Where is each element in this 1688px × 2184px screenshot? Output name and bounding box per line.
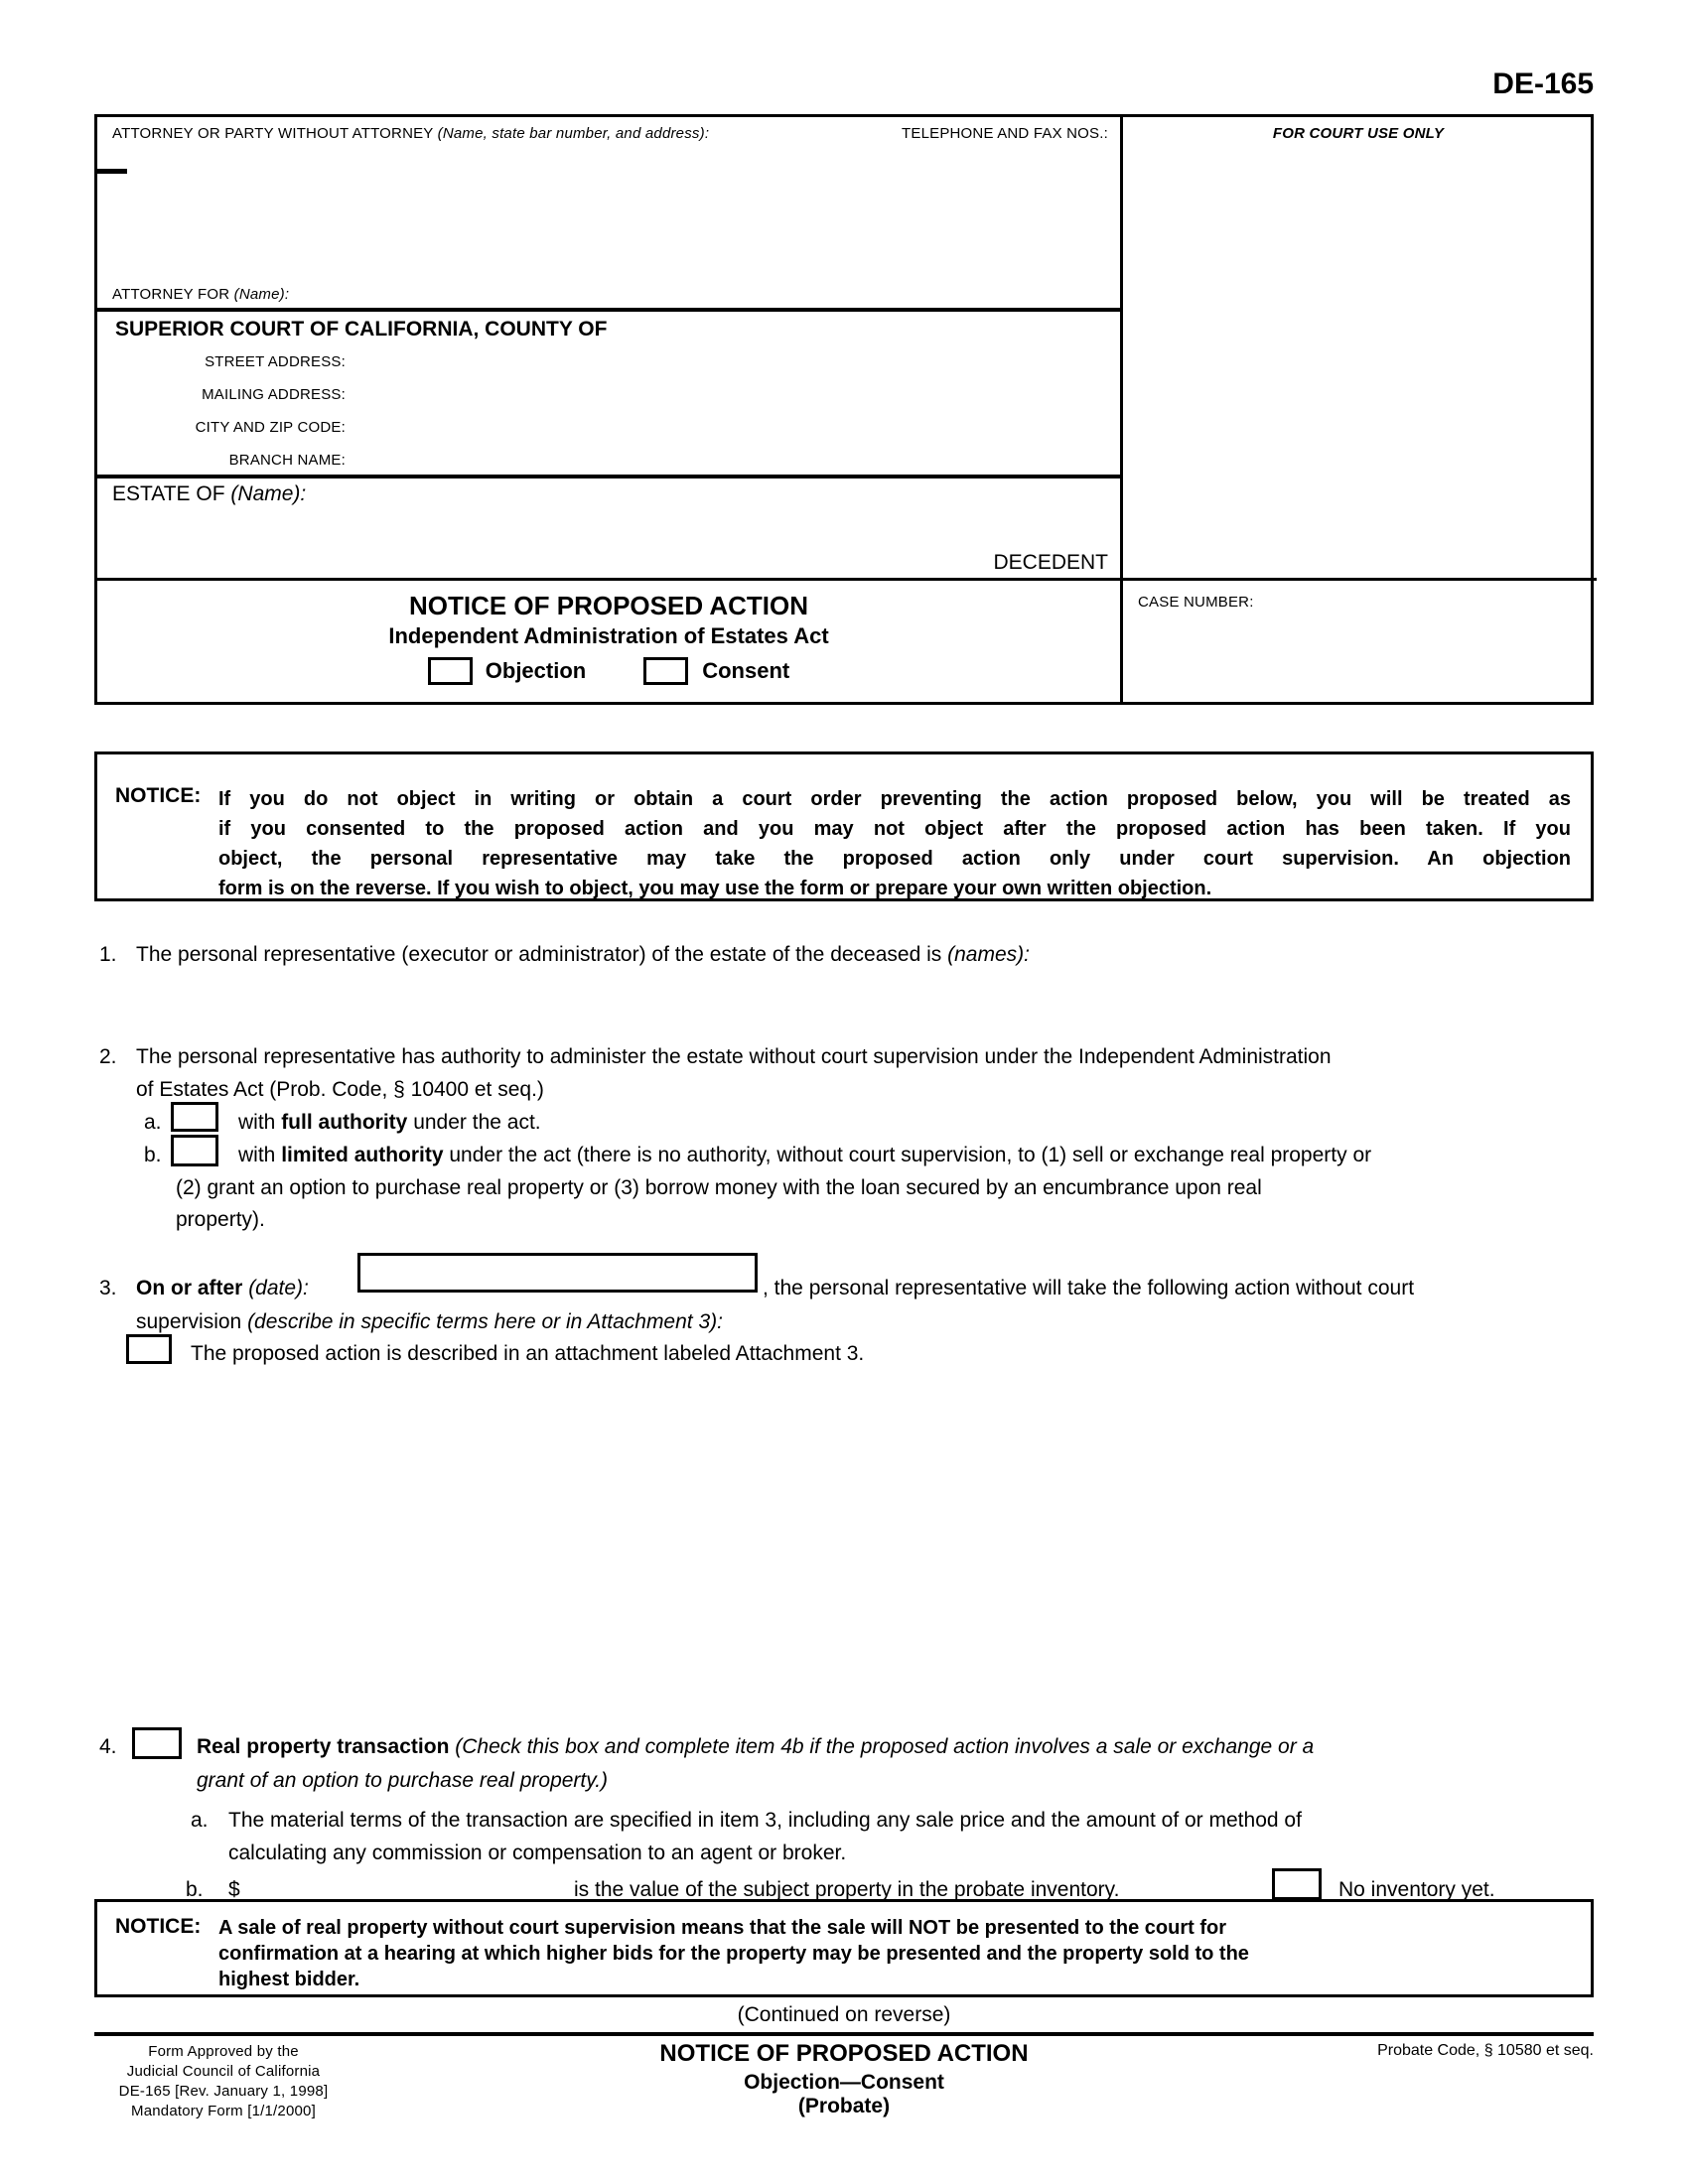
notice2-line: confirmation at a hearing at which higher bids for the property may be presented and the property sold to the: [218, 1943, 1249, 1965]
footer-approval-line: Mandatory Form [1/1/2000]: [131, 2103, 316, 2119]
item3-attachment-checkbox[interactable]: [126, 1334, 172, 1364]
notice1-line: if you consented to the proposed action and you may not object after the proposed action has been taken. If you: [218, 818, 1571, 840]
item4a-line1: The material terms of the transaction are specified in item 3, including any sale price and the amount of or method of: [228, 1809, 1302, 1832]
notice1-line: form is on the reverse. If you wish to object, you may use the form or prepare your own written objection.: [218, 878, 1212, 899]
court-use-only-label: FOR COURT USE ONLY: [1272, 125, 1445, 142]
notice2-label: NOTICE:: [115, 1915, 202, 1938]
item3-attachment-text: The proposed action is described in an attachment labeled Attachment 3.: [191, 1342, 865, 1365]
item2a-checkbox[interactable]: [171, 1102, 218, 1132]
item3-after-box: , the personal representative will take the following action without court: [763, 1277, 1415, 1299]
attorney-info-field[interactable]: [112, 147, 1105, 281]
footer-form-title: NOTICE OF PROPOSED ACTION: [659, 2040, 1029, 2067]
footer-approval-line: DE-165 [Rev. January 1, 1998]: [118, 2083, 329, 2100]
item2-line1: The personal representative has authority to administer the estate without court supervision under the Independent Administration: [136, 1045, 1332, 1068]
form-title: NOTICE OF PROPOSED ACTION: [408, 591, 809, 620]
item1-text: The personal representative (executor or administrator) of the estate of the deceased is (names):: [136, 943, 1030, 966]
notice1-line: If you do not object in writing or obtain a court order preventing the action proposed below, you will be treated as: [218, 788, 1571, 810]
objection-label: Objection: [485, 658, 587, 683]
item4b-no-inventory-label: No inventory yet.: [1338, 1878, 1495, 1901]
item4b-dollar-sign: $: [228, 1878, 240, 1901]
item4b-no-inventory-checkbox[interactable]: [1272, 1868, 1322, 1900]
item3-number: 3.: [99, 1277, 117, 1299]
item4a-letter: a.: [191, 1809, 209, 1832]
objection-consent-row: [97, 657, 1120, 685]
footer-approval-line: Form Approved by the: [148, 2043, 299, 2060]
form-title-block: [97, 591, 1120, 685]
item2b-text: with limited authority under the act (there is no authority, without court supervision, to (1) sell or exchange real property or: [238, 1144, 1372, 1166]
item2b-checkbox[interactable]: [171, 1135, 218, 1166]
item4-checkbox[interactable]: [132, 1727, 182, 1759]
item3-description-field[interactable]: [126, 1380, 1566, 1707]
item4-lead: Real property transaction (Check this box and complete item 4b if the proposed action involves a sale or exchange or a: [197, 1735, 1315, 1758]
court-title: SUPERIOR COURT OF CALIFORNIA, COUNTY OF: [115, 318, 608, 341]
decedent-label: DECEDENT: [993, 551, 1108, 574]
item2a-text: with full authority under the act.: [238, 1111, 541, 1134]
objection-checkbox[interactable]: [428, 657, 473, 685]
footer-probate-code-ref: Probate Code, § 10580 et seq.: [1377, 2042, 1594, 2059]
form-subtitle: Independent Administration of Estates Act: [388, 623, 829, 648]
item4-number: 4.: [99, 1735, 117, 1758]
item4a-line2: calculating any commission or compensation to an agent or broker.: [228, 1842, 847, 1864]
estate-of-label: ESTATE OF (Name):: [112, 482, 307, 505]
consent-checkbox[interactable]: [643, 657, 688, 685]
item1-number: 1.: [99, 943, 117, 966]
mailing-address-label: MAILING ADDRESS:: [202, 386, 346, 403]
item2a-letter: a.: [144, 1111, 162, 1134]
notice2-line: highest bidder.: [218, 1969, 360, 1990]
item2b-letter: b.: [144, 1144, 162, 1166]
divider-estate-title: [97, 578, 1597, 581]
footer-form-subtitle: Objection—Consent: [744, 2071, 944, 2094]
caption-vertical-divider: [1120, 117, 1123, 702]
case-number-field[interactable]: [1138, 618, 1575, 693]
case-number-label: CASE NUMBER:: [1138, 594, 1254, 611]
telephone-fax-label: TELEPHONE AND FAX NOS.:: [902, 125, 1108, 142]
item2-line2: of Estates Act (Prob. Code, § 10400 et seq.): [136, 1078, 544, 1101]
form-number: DE-165: [1492, 68, 1594, 100]
caption-box: [94, 114, 1594, 705]
city-zip-label: CITY AND ZIP CODE:: [195, 419, 346, 436]
notice1-line: object, the personal representative may take the proposed action only under court supervision. An objection: [218, 848, 1571, 870]
footer-rule: [94, 2032, 1594, 2036]
divider-court-estate: [97, 475, 1120, 478]
divider-attorney-court: [97, 308, 1120, 312]
item2b-continuation: (2) grant an option to purchase real property or (3) borrow money with the loan secured by an encumbrance upon real: [176, 1176, 1262, 1199]
item4b-text: is the value of the subject property in the probate inventory.: [574, 1878, 1120, 1901]
notice-box-1: [94, 751, 1594, 901]
notice1-text: [218, 784, 1571, 903]
item4-lead-line2: grant of an option to purchase real property.): [197, 1769, 609, 1792]
attorney-label: ATTORNEY OR PARTY WITHOUT ATTORNEY (Name, state bar number, and address):: [112, 125, 710, 142]
notice2-text: [218, 1915, 1571, 1992]
item4b-letter: b.: [186, 1878, 204, 1901]
attorney-for-label: ATTORNEY FOR (Name):: [112, 286, 290, 303]
street-address-label: STREET ADDRESS:: [205, 353, 346, 370]
item3-lead: On or after (date):: [136, 1277, 309, 1299]
continued-on-reverse: (Continued on reverse): [737, 2003, 951, 2026]
item2-number: 2.: [99, 1045, 117, 1068]
notice2-line: A sale of real property without court supervision means that the sale will NOT be presented to the court for: [218, 1917, 1226, 1939]
notice-box-2: [94, 1899, 1594, 1997]
notice1-label: NOTICE:: [115, 784, 202, 807]
footer-approval-line: Judicial Council of California: [126, 2063, 321, 2080]
footer-form-type: (Probate): [797, 2095, 891, 2117]
item3-date-field[interactable]: [357, 1253, 758, 1293]
item3-line2: supervision (describe in specific terms here or in Attachment 3):: [136, 1310, 723, 1333]
branch-name-label: BRANCH NAME:: [228, 452, 346, 469]
item2b-continuation: property).: [176, 1208, 265, 1231]
consent-label: Consent: [702, 658, 790, 683]
item1-names-field[interactable]: [136, 973, 1566, 1042]
